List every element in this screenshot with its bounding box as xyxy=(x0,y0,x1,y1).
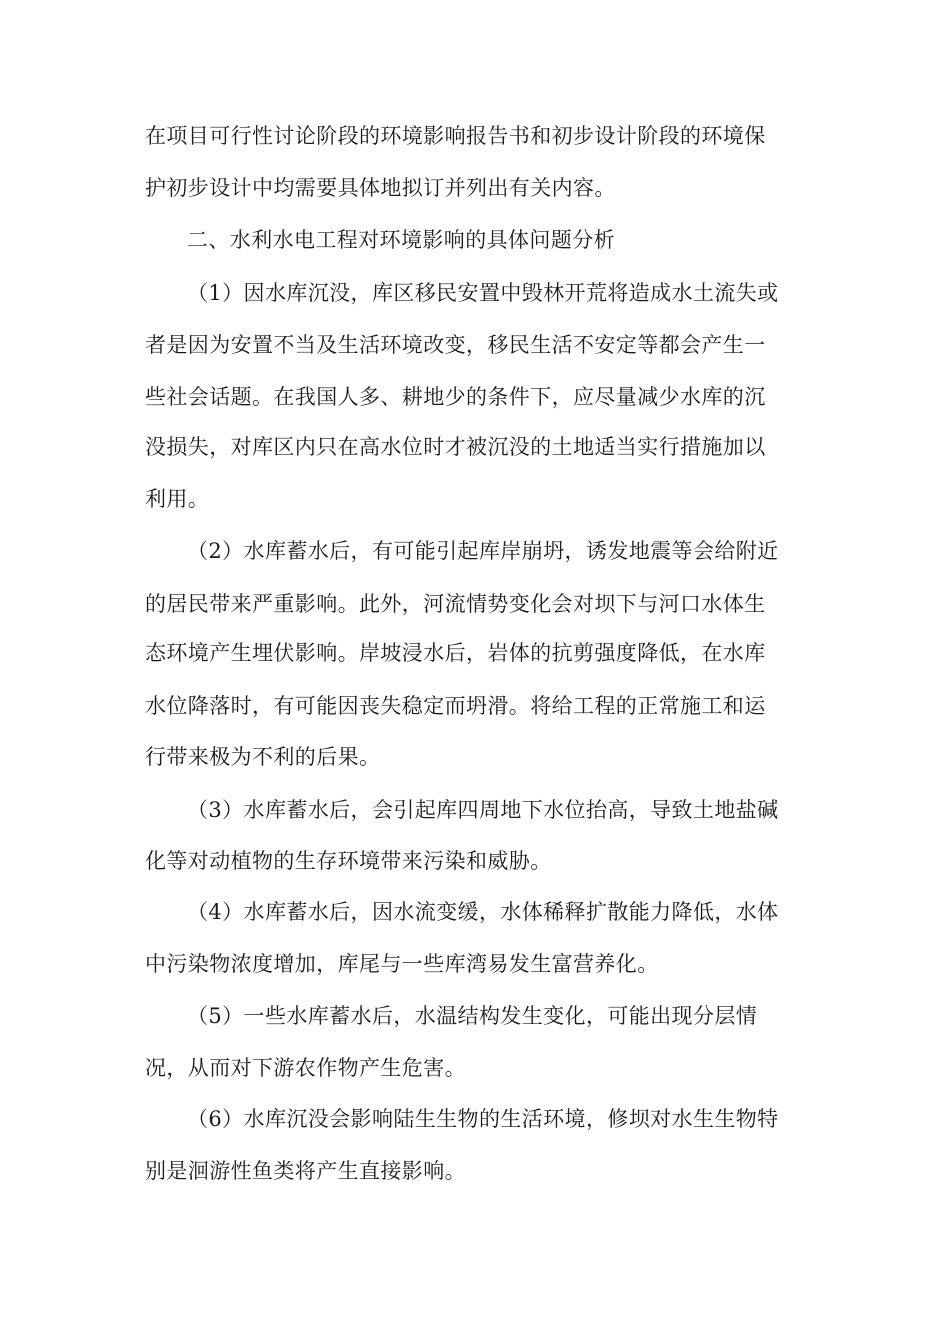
text-line: 护初步设计中均需要具体地拟订并列出有关内容。 xyxy=(145,176,616,200)
text-line: （4）水库蓄水后，因水流变缓，水体稀释扩散能力降低，水体 xyxy=(187,900,779,924)
text-line: 的居民带来严重影响。此外，河流情势变化会对坝下与河口水体生 xyxy=(145,592,766,616)
text-line: 利用。 xyxy=(145,487,210,511)
text-line: 中污染物浓度增加，库尾与一些库湾易发生富营养化。 xyxy=(145,952,659,976)
text-line: 些社会话题。在我国人多、耕地少的条件下，应尽量减少水库的沉 xyxy=(145,385,766,409)
text-line: 别是洄游性鱼类将产生直接影响。 xyxy=(145,1159,466,1183)
text-line: 况，从而对下游农作物产生危害。 xyxy=(145,1056,466,1080)
text-line: 态环境产生埋伏影响。岸坡浸水后，岩体的抗剪强度降低，在水库 xyxy=(145,641,766,665)
text-line: （6）水库沉没会影响陆生生物的生活环境，修坝对水生生物特 xyxy=(187,1107,779,1131)
text-line: 行带来极为不利的后果。 xyxy=(145,745,381,769)
text-line: 化等对动植物的生存环境带来污染和威胁。 xyxy=(145,849,552,873)
text-line: （2）水库蓄水后，有可能引起库岸崩坍，诱发地震等会给附近 xyxy=(187,539,779,563)
text-line: 水位降落时，有可能因丧失稳定而坍滑。将给工程的正常施工和运 xyxy=(145,694,766,718)
text-line: 者是因为安置不当及生活环境改变，移民生活不安定等都会产生一 xyxy=(145,333,766,357)
text-line: （5）一些水库蓄水后，水温结构发生变化，可能出现分层情 xyxy=(187,1004,758,1028)
text-line: （3）水库蓄水后，会引起库四周地下水位抬高，导致土地盐碱 xyxy=(187,798,779,822)
text-line: 没损失，对库区内只在高水位时才被沉没的土地适当实行措施加以 xyxy=(145,435,766,459)
text-line: 在项目可行性讨论阶段的环境影响报告书和初步设计阶段的环境保 xyxy=(145,124,766,148)
text-line: （1）因水库沉没，库区移民安置中毁林开荒将造成水土流失或 xyxy=(187,281,779,305)
section-heading: 二、水利水电工程对环境影响的具体问题分析 xyxy=(187,228,615,252)
